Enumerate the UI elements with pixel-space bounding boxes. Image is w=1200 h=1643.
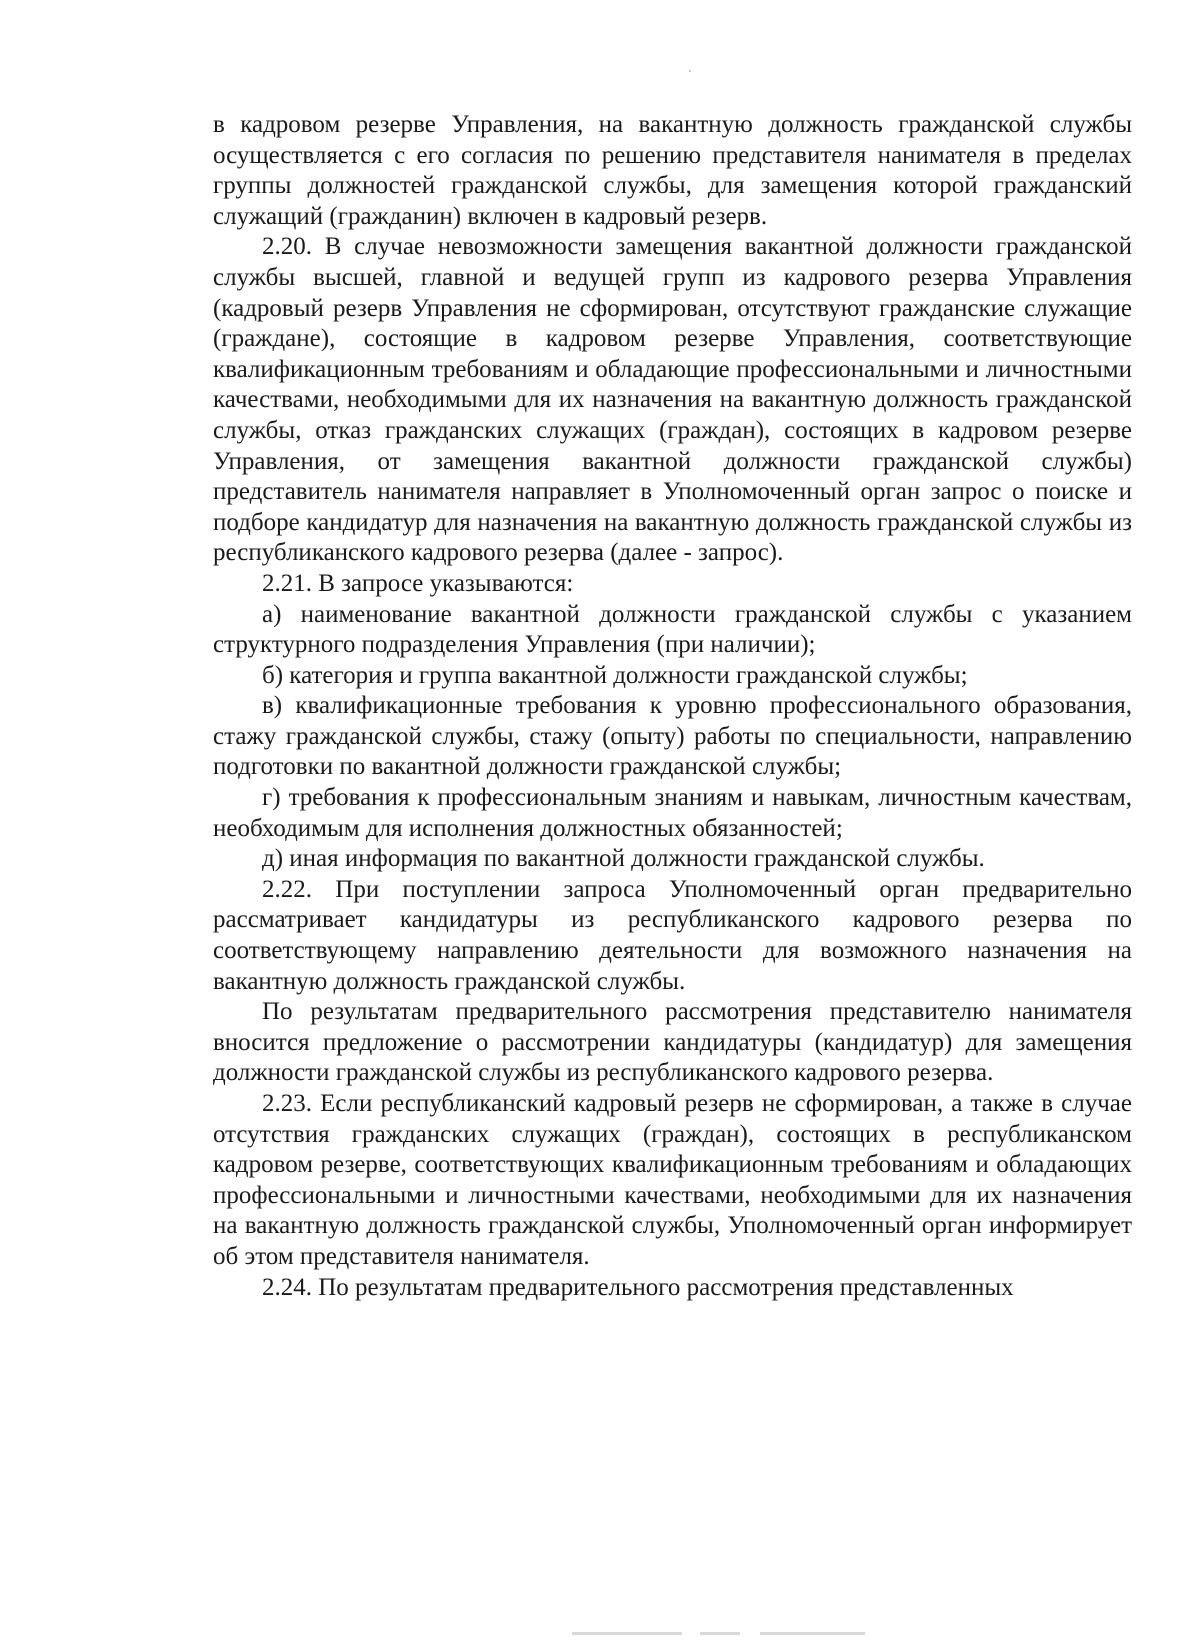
paragraph-2-21: 2.21. В запросе указываются:: [262, 569, 574, 597]
scan-bottom-edge: [0, 1628, 1200, 1643]
list-item-g: г) требования к профессиональным знаниям и навыкам, личностным качествам, необходимым для исполнения должностных обязанностей;: [213, 784, 1132, 842]
paragraph-continuation: в кадровом резерве Управления, на вакантную должность гражданской службы осуществляется с его согласия по решению представителя нанимателя в пределах группы должностей гражданской службы, для замещения которой гражданский служащий (гражданин) включен в кадровый резерв.: [213, 111, 1132, 230]
list-item-d: д) иная информация по вакантной должности гражданской службы.: [262, 845, 985, 873]
scan-edge-mark: [572, 1632, 682, 1635]
paragraph-2-22-result: По результатам предварительного рассмотрения представителю нанимателя вносится предложение о рассмотрении кандидатуры (кандидатур) для замещения должности гражданской службы из республиканского кадрового резерва.: [213, 998, 1132, 1087]
paragraph-2-23: 2.23. Если республиканский кадровый резерв не сформирован, а также в случае отсутствия гражданских служащих (граждан), состоящих в республиканском кадровом резерве, соответствующих квалификационным требованиям и обладающих профессиональными и личностными качествами, необходимыми для их назначения на вакантную должность гражданской службы, Уполномоченный орган информирует об этом представителя нанимателя.: [213, 1090, 1132, 1270]
document-body: [213, 110, 1132, 1303]
list-item-v: в) квалификационные требования к уровню профессионального образования, стажу гражданской службы, стажу (опыту) работы по специальности, направлению подготовки по вакантной должности гражданской службы;: [213, 692, 1132, 781]
paragraph-2-22: 2.22. При поступлении запроса Уполномоченный орган предварительно рассматривает кандидатуры из республиканского кадрового резерва по соответствующему направлению деятельности для возможного назначения на вакантную должность гражданской службы.: [213, 875, 1132, 995]
list-item-a: а) наименование вакантной должности гражданской службы с указанием структурного подразделения Управления (при наличии);: [213, 600, 1132, 659]
scan-edge-mark: [760, 1632, 865, 1635]
scan-edge-mark: [700, 1632, 740, 1635]
paragraph-2-20: 2.20. В случае невозможности замещения вакантной должности гражданской службы высшей, главной и ведущей групп из кадрового резерва Управления (кадровый резерв Управления не сформирован, отсутствуют гражданские служащие (граждане), состоящие в кадровом резерве Управления, соответствующие квалификационным требованиям и обладающие профессиональными и личностными качествами, необходимыми для их назначения на вакантную должность гражданской службы, отказ гражданских служащих (граждан), состоящих в кадровом резерве Управления, от замещения вакантной должности гражданской службы) представитель нанимателя направляет в Уполномоченный орган запрос о поиске и подборе кандидатур для назначения на вакантную должность гражданской службы из республиканского кадрового резерва (далее - запрос).: [213, 233, 1132, 567]
paragraph-2-24: 2.24. По результатам предварительного рассмотрения представленных: [262, 1273, 1014, 1301]
list-item-b: б) категория и группа вакантной должности гражданской службы;: [262, 661, 968, 689]
scan-speck: [689, 70, 691, 72]
